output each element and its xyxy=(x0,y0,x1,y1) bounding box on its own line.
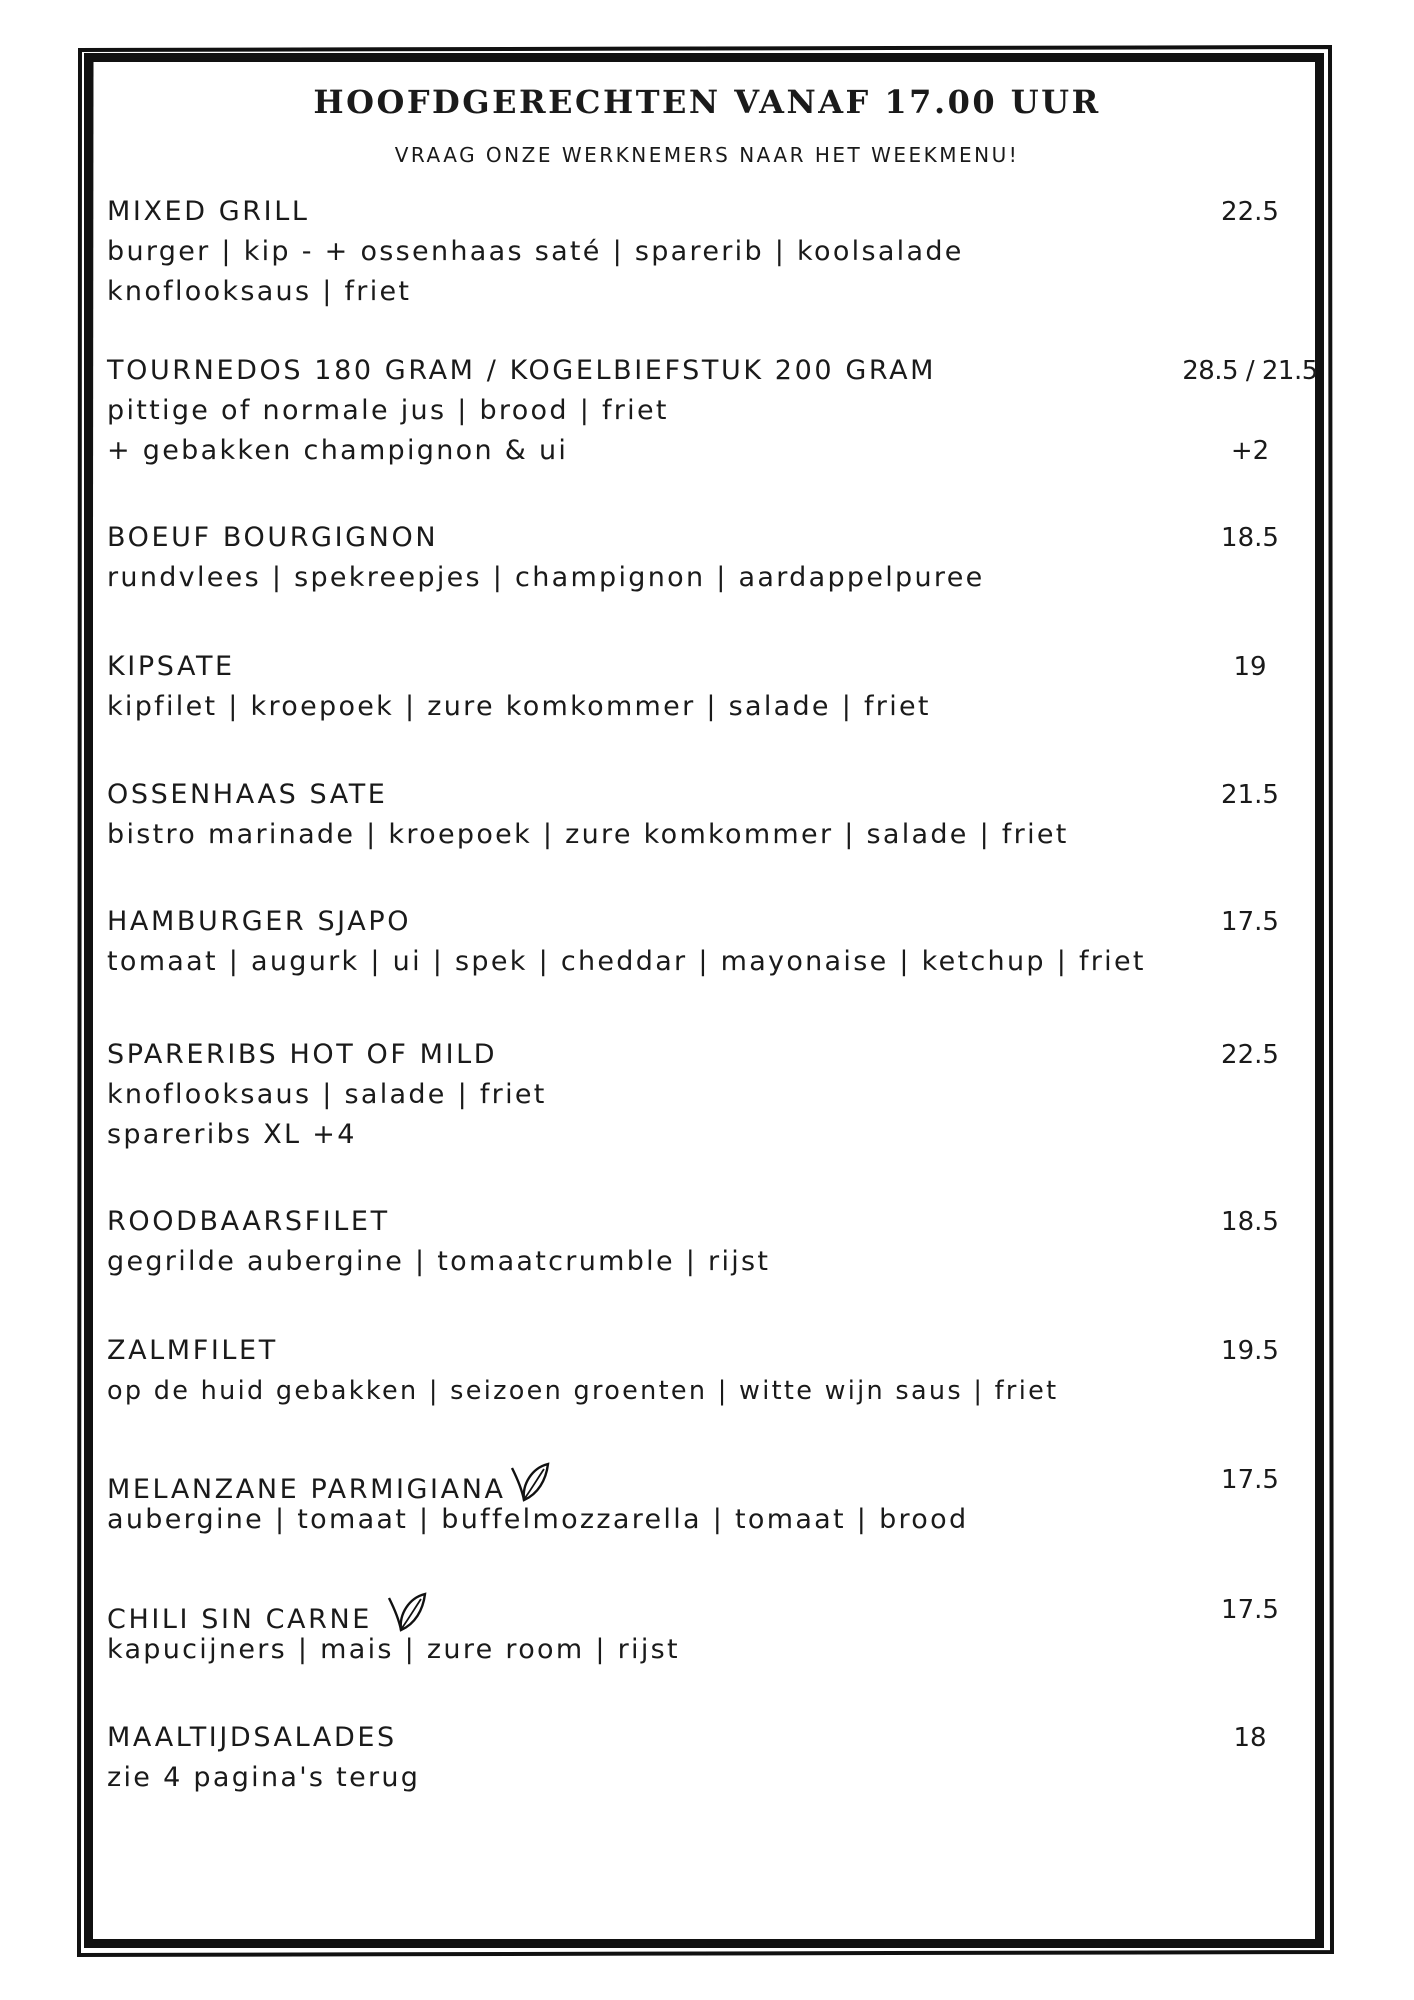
menu-item-mixed-grill xyxy=(107,192,1337,312)
item-name: MELANZANE PARMIGIANA xyxy=(107,1474,506,1505)
item-price: 28.5 / 21.5 xyxy=(1182,356,1318,386)
item-name: KIPSATE xyxy=(107,651,235,682)
menu-item-boeuf-bourgignon xyxy=(107,518,1337,598)
menu-item-kipsate xyxy=(107,647,1337,727)
item-name: SPARERIBS HOT OF MILD xyxy=(107,1039,498,1070)
item-price: 21.5 xyxy=(1221,780,1279,810)
menu-title: HOOFDGERECHTEN VANAF 17.00 UUR xyxy=(313,83,1101,121)
item-description: + gebakken champignon & ui xyxy=(107,435,569,466)
item-price: 18.5 xyxy=(1221,1207,1279,1237)
item-price: 19 xyxy=(1233,652,1267,682)
menu-item-ossenhaas-sate xyxy=(107,775,1337,855)
item-price: 17.5 xyxy=(1221,1465,1279,1495)
item-description: aubergine | tomaat | buffelmozzarella | tomaat | brood xyxy=(107,1504,969,1535)
item-description: knoflooksaus | salade | friet xyxy=(107,1079,547,1110)
item-extra-price: +2 xyxy=(1230,436,1270,466)
menu-item-zalmfilet xyxy=(107,1331,1337,1411)
item-price: 17.5 xyxy=(1221,907,1279,937)
item-description: kapucijners | mais | zure room | rijst xyxy=(107,1634,680,1665)
item-description: op de huid gebakken | seizoen groenten | witte wijn saus | friet xyxy=(107,1376,1059,1406)
item-name: OSSENHAAS SATE xyxy=(107,779,388,810)
item-description: pittige of normale jus | brood | friet xyxy=(107,395,669,426)
vegetarian-leaf-icon xyxy=(508,1460,550,1504)
menu-item-spareribs xyxy=(107,1035,1337,1155)
item-name-row xyxy=(107,1460,1337,1505)
item-description: rundvlees | spekreepjes | champignon | aardappelpuree xyxy=(107,562,985,593)
menu-item-hamburger-sjapo xyxy=(107,902,1337,982)
menu-item-maaltijdsalades xyxy=(107,1718,1337,1798)
item-description: burger | kip - + ossenhaas saté | sparerib | koolsalade xyxy=(107,236,964,267)
menu-item-roodbaarsfilet xyxy=(107,1202,1337,1282)
item-description: spareribs XL +4 xyxy=(107,1119,357,1150)
item-price: 17.5 xyxy=(1221,1595,1279,1625)
item-name: HAMBURGER SJAPO xyxy=(107,906,412,937)
menu-item-tournedos xyxy=(107,351,1337,471)
item-price: 18 xyxy=(1233,1723,1267,1753)
menu-item-chili-sin-carne xyxy=(107,1590,1337,1670)
menu-subtitle: VRAAG ONZE WERKNEMERS NAAR HET WEEKMENU! xyxy=(394,143,1020,167)
item-name: BOEUF BOURGIGNON xyxy=(107,522,439,553)
item-name: ZALMFILET xyxy=(107,1335,278,1366)
item-name: MAALTIJDSALADES xyxy=(107,1722,397,1753)
item-description: zie 4 pagina's terug xyxy=(107,1762,421,1793)
item-price: 22.5 xyxy=(1221,1040,1279,1070)
item-description: gegrilde aubergine | tomaatcrumble | rijst xyxy=(107,1246,771,1277)
item-name: CHILI SIN CARNE xyxy=(107,1604,384,1635)
item-name: ROODBAARSFILET xyxy=(107,1206,390,1237)
item-price: 22.5 xyxy=(1221,197,1279,227)
item-price: 18.5 xyxy=(1221,523,1279,553)
item-description: kipfilet | kroepoek | zure komkommer | salade | friet xyxy=(107,691,931,722)
item-price: 19.5 xyxy=(1221,1336,1279,1366)
item-description: tomaat | augurk | ui | spek | cheddar | mayonaise | ketchup | friet xyxy=(107,946,1146,977)
item-name-row xyxy=(107,1590,1337,1635)
item-description: knoflooksaus | friet xyxy=(107,276,412,307)
vegetarian-leaf-icon xyxy=(385,1590,427,1634)
item-name: MIXED GRILL xyxy=(107,196,310,227)
item-description: bistro marinade | kroepoek | zure komkommer | salade | friet xyxy=(107,819,1069,850)
item-name: TOURNEDOS 180 GRAM / KOGELBIEFSTUK 200 GRAM xyxy=(107,355,937,386)
menu-item-melanzane-parmigiana xyxy=(107,1460,1337,1540)
